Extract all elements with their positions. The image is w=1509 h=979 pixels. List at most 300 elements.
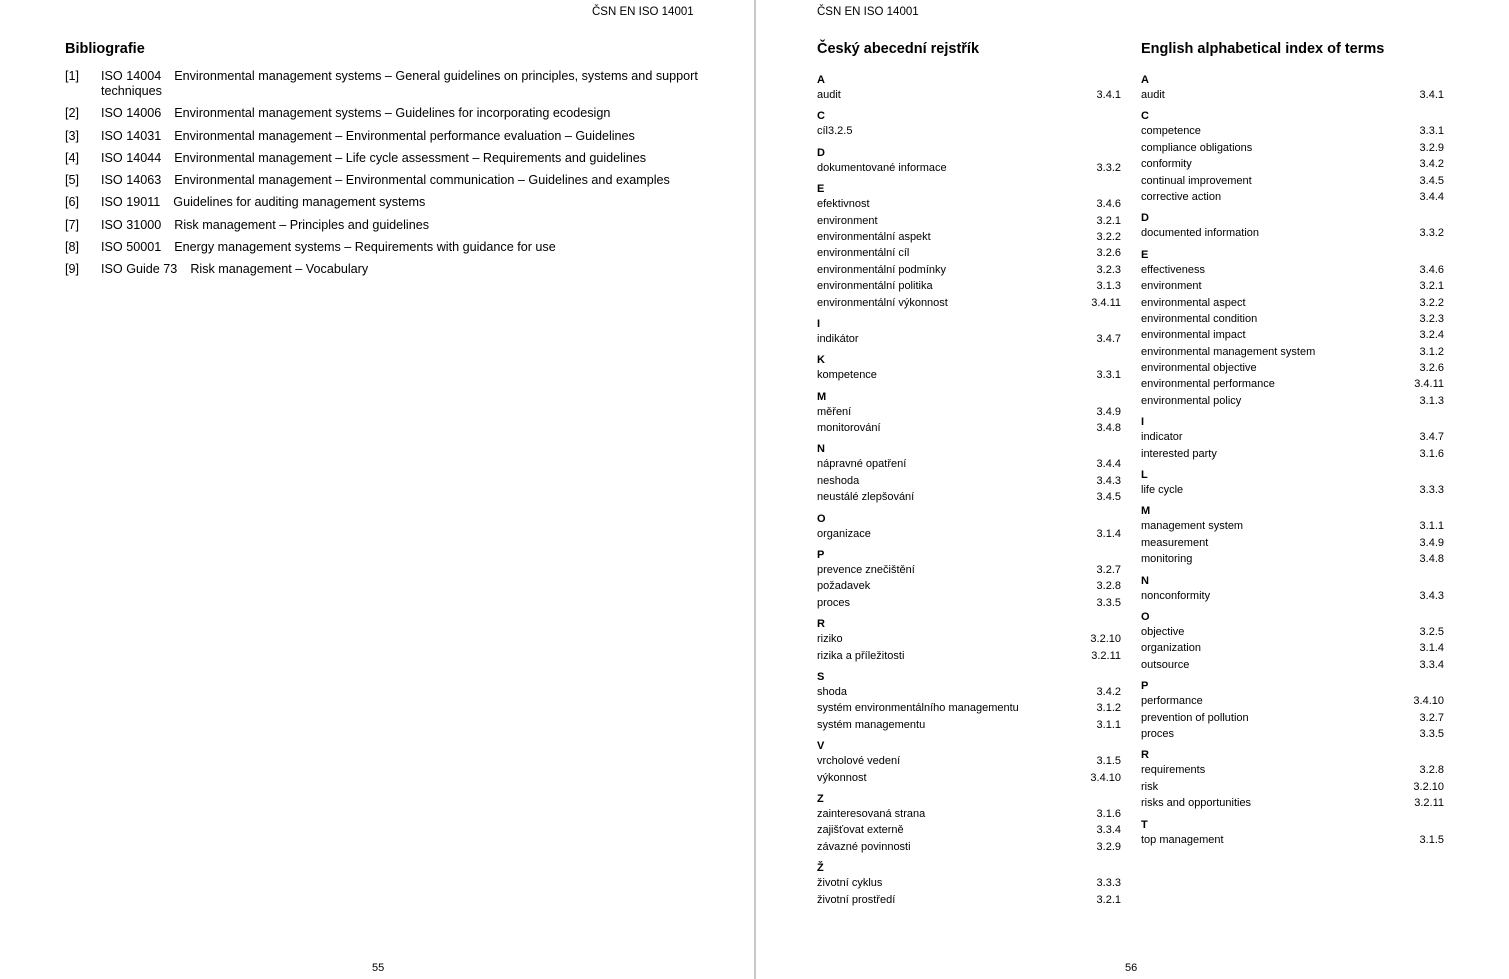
index-group: [1141, 74, 1444, 103]
index-entry: [817, 839, 1121, 855]
index-term: zajišťovat externě: [817, 824, 904, 837]
index-term: požadavek: [817, 580, 871, 593]
index-term: zainteresovaná strana: [817, 807, 926, 820]
index-entry: [1141, 762, 1444, 778]
index-ref: 3.1.1: [1096, 718, 1121, 731]
bibliography-entry: [65, 129, 705, 144]
index-letter: C: [817, 110, 825, 123]
index-ref: 3.3.3: [1096, 877, 1121, 890]
bibliography-entry-text: [101, 173, 705, 188]
index-letter: Z: [817, 792, 824, 805]
index-term: monitorování: [817, 422, 881, 435]
index-term: rizika a příležitosti: [817, 649, 905, 662]
index-letter: D: [817, 146, 825, 159]
index-ref: 3.2.3: [1419, 312, 1444, 325]
index-group: [817, 740, 1121, 786]
index-term: environmentální podmínky: [817, 263, 947, 276]
index-term: environmentální politika: [817, 280, 933, 293]
index-ref: 3.2.5: [1419, 625, 1444, 638]
index-letter: N: [1141, 574, 1149, 587]
index-entry: [1141, 225, 1444, 241]
index-entry: [817, 456, 1121, 472]
index-entry: [817, 875, 1121, 891]
index-entry: [1141, 832, 1444, 848]
bibliography-entry: [65, 195, 705, 210]
index-term: životní cyklus: [817, 877, 883, 890]
index-ref: 3.2.2: [1096, 230, 1121, 243]
czech-index-groups: [817, 74, 1121, 908]
index-term: environmental policy: [1141, 394, 1242, 407]
index-letter: D: [1141, 212, 1149, 225]
index-entry: [1141, 482, 1444, 498]
index-entry: [817, 278, 1121, 294]
index-ref: 3.2.3: [1096, 263, 1121, 276]
index-entry: [1141, 278, 1444, 294]
index-term: management system: [1141, 520, 1244, 533]
index-entry: [1141, 262, 1444, 278]
index-ref: 3.2.7: [1419, 711, 1444, 724]
index-group: [817, 549, 1121, 611]
index-ref: 3.1.3: [1096, 280, 1121, 293]
index-entry: [817, 770, 1121, 786]
bibliography-entry-number: [2]: [65, 106, 80, 121]
bibliography-entry: [65, 106, 705, 121]
index-ref: 3.2.8: [1096, 580, 1121, 593]
index-entry: [817, 262, 1121, 278]
index-term: vrcholové vedení: [817, 755, 901, 768]
index-term: nápravné opatření: [817, 458, 907, 471]
index-entry: [817, 700, 1121, 716]
index-ref: 3.4.11: [1091, 296, 1121, 309]
index-entry: [817, 367, 1121, 383]
bibliography-entry-number: [4]: [65, 150, 80, 165]
index-ref: 3.1.1: [1419, 520, 1444, 533]
index-entry: [817, 717, 1121, 733]
index-term: corrective action: [1141, 190, 1222, 203]
index-term: documented information: [1141, 227, 1260, 240]
index-ref: 3.1.6: [1419, 447, 1444, 460]
index-group: [1141, 680, 1444, 742]
index-term: environmentální výkonnost: [817, 296, 948, 309]
index-ref: 3.2.4: [1419, 329, 1444, 342]
index-letter: M: [817, 390, 827, 403]
index-ref: 3.2.1: [1096, 893, 1121, 906]
index-entry: [817, 595, 1121, 611]
index-letter: A: [1141, 74, 1149, 86]
bibliography-entry-code: ISO 14004: [101, 69, 162, 83]
index-group: [817, 513, 1121, 542]
index-entry: [1141, 189, 1444, 205]
index-term: monitoring: [1141, 553, 1193, 566]
index-ref: 3.4.4: [1419, 190, 1444, 203]
index-group: [1141, 110, 1444, 205]
bibliography-entry-number: [9]: [65, 262, 80, 277]
index-letter: C: [1141, 110, 1149, 123]
bibliography-entry-number: [8]: [65, 240, 80, 255]
index-entry: [1141, 693, 1444, 709]
index-group: [1141, 249, 1444, 410]
index-entry: [817, 562, 1121, 578]
index-term: audit: [817, 89, 841, 101]
running-header: ČSN EN ISO 14001: [817, 6, 919, 18]
index-entry: [1141, 779, 1444, 795]
bibliography-entry-title: Environmental management systems – General guidelines on principles, systems and support techniques: [101, 69, 698, 98]
bibliography-list: [65, 69, 705, 285]
index-entry: [1141, 156, 1444, 172]
bibliography-entry-text: [101, 240, 705, 255]
index-entry: [1141, 710, 1444, 726]
index-ref: 3.4.6: [1419, 263, 1444, 276]
bibliography-entry-title: Risk management – Vocabulary: [190, 262, 369, 277]
bibliography-entry: [65, 69, 705, 99]
index-term: environmentální cíl: [817, 247, 910, 260]
index-ref: 3.1.5: [1096, 755, 1121, 768]
index-group: [817, 391, 1121, 437]
bibliography-entry: [65, 151, 705, 166]
index-ref: 3.1.4: [1096, 527, 1121, 540]
index-term: interested party: [1141, 447, 1217, 460]
index-letter: A: [817, 74, 825, 86]
index-entry: [817, 753, 1121, 769]
index-term: efektivnost: [817, 198, 870, 211]
index-entry: [1141, 588, 1444, 604]
index-term: risk: [1141, 780, 1159, 793]
index-letter: P: [1141, 680, 1149, 693]
index-term: continual improvement: [1141, 174, 1252, 187]
index-term: shoda: [817, 685, 847, 698]
index-entry: [1141, 87, 1444, 103]
index-entry: [1141, 726, 1444, 742]
index-term: dokumentované informace: [817, 161, 947, 174]
index-ref: 3.4.8: [1096, 422, 1121, 435]
english-index-groups: [1141, 74, 1444, 848]
index-ref: 3.4.7: [1096, 332, 1121, 345]
index-term: riziko: [817, 633, 843, 646]
index-term: environmental objective: [1141, 362, 1257, 375]
index-group: [1141, 749, 1444, 811]
index-entry: [817, 806, 1121, 822]
index-term: environment: [817, 214, 878, 227]
index-term: prevence znečištění: [817, 564, 915, 577]
index-group: [817, 862, 1121, 908]
index-entry: [817, 123, 1121, 139]
index-entry: [817, 229, 1121, 245]
index-entry: [1141, 393, 1444, 409]
index-letter: K: [817, 354, 825, 367]
index-letter: S: [817, 670, 825, 683]
index-ref: 3.1.6: [1096, 807, 1121, 820]
index-entry: [817, 87, 1121, 103]
index-term: kompetence: [817, 369, 877, 382]
index-ref: 3.2.2: [1419, 296, 1444, 309]
index-entry: [817, 404, 1121, 420]
bibliography-entry: [65, 173, 705, 188]
index-entry: [817, 631, 1121, 647]
index-term: environmentální aspekt: [817, 230, 931, 243]
index-entry: [1141, 429, 1444, 445]
index-ref: 3.3.4: [1096, 824, 1121, 837]
index-entry: [1141, 344, 1444, 360]
index-group: [817, 183, 1121, 311]
bibliography-entry-title: Environmental management – Environmental communication – Guidelines and examples: [174, 173, 670, 188]
bibliography-entry-number: [6]: [65, 195, 80, 210]
index-group: [1141, 575, 1444, 604]
index-entry: [817, 160, 1121, 176]
index-entry: [1141, 446, 1444, 462]
index-entry: [1141, 173, 1444, 189]
index-ref: 3.3.1: [1419, 125, 1444, 138]
index-entry: [817, 684, 1121, 700]
index-entry: [817, 196, 1121, 212]
index-ref: 3.3.2: [1419, 227, 1444, 240]
index-term: environmental performance: [1141, 378, 1275, 391]
index-group: [817, 618, 1121, 664]
index-ref: 3.1.3: [1419, 394, 1444, 407]
index-letter: O: [817, 512, 826, 525]
index-group: [817, 147, 1121, 176]
index-ref: 3.4.6: [1096, 198, 1121, 211]
bibliography-entry-text: [101, 195, 705, 210]
index-ref: 3.4.8: [1419, 553, 1444, 566]
index-term: environmental management system: [1141, 345, 1316, 358]
index-term: audit: [1141, 89, 1165, 101]
index-term: neshoda: [817, 474, 860, 487]
index-group: [817, 354, 1121, 383]
index-entry: [1141, 535, 1444, 551]
bibliography-entry: [65, 240, 705, 255]
bibliography-entry-number: [1]: [65, 69, 80, 83]
index-ref: 3.4.10: [1090, 771, 1121, 784]
bibliography-entry-title: Guidelines for auditing management systems: [173, 195, 426, 210]
index-term: závazné povinnosti: [817, 840, 911, 853]
index-entry: [1141, 640, 1444, 656]
bibliography-entry-title: Risk management – Principles and guidelines: [174, 217, 430, 232]
index-ref: 3.1.5: [1419, 833, 1444, 846]
english-index-heading: English alphabetical index of terms: [1141, 41, 1385, 57]
index-ref: 3.4.10: [1413, 695, 1444, 708]
index-ref: 3.4.3: [1096, 474, 1121, 487]
index-letter: M: [1141, 505, 1151, 518]
index-term: indikátor: [817, 332, 859, 345]
index-ref: 3.3.4: [1419, 658, 1444, 671]
index-entry: [1141, 624, 1444, 640]
page-left: [0, 0, 754, 979]
index-group: [817, 74, 1121, 103]
bibliography-entry: [65, 218, 705, 233]
index-ref: 3.2.7: [1096, 564, 1121, 577]
bibliography-heading: Bibliografie: [65, 41, 145, 57]
index-term: environment: [1141, 280, 1202, 293]
index-term: organization: [1141, 642, 1201, 655]
index-group: [1141, 611, 1444, 673]
index-ref: 3.4.9: [1419, 536, 1444, 549]
bibliography-entry-code: ISO Guide 73: [101, 262, 178, 277]
index-entry: [817, 822, 1121, 838]
index-term: nonconformity: [1141, 589, 1211, 602]
czech-index: [817, 41, 1121, 908]
page-right: [756, 0, 1509, 979]
index-entry: [817, 420, 1121, 436]
index-entry: [817, 245, 1121, 261]
index-ref: 3.2.6: [1096, 247, 1121, 260]
index-term: competence: [1141, 125, 1201, 138]
bibliography-entry-number: [5]: [65, 173, 80, 188]
bibliography-entry-title: Environmental management – Life cycle assessment – Requirements and guidelines: [174, 150, 647, 165]
index-entry: [817, 213, 1121, 229]
index-term: cíl3.2.5: [817, 125, 853, 138]
index-ref: 3.3.1: [1096, 369, 1121, 382]
index-letter: N: [817, 443, 825, 456]
index-term: environmental impact: [1141, 329, 1246, 342]
index-letter: L: [1141, 469, 1148, 482]
index-ref: 3.1.2: [1419, 345, 1444, 358]
index-letter: R: [1141, 749, 1149, 762]
bibliography-entry-title: Environmental management – Environmental performance evaluation – Guidelines: [174, 128, 635, 143]
index-entry: [817, 295, 1121, 311]
bibliography-entry-number: [7]: [65, 217, 80, 232]
index-term: organizace: [817, 527, 871, 540]
index-entry: [1141, 327, 1444, 343]
index-term: performance: [1141, 695, 1203, 708]
index-ref: 3.2.9: [1419, 141, 1444, 154]
running-header: ČSN EN ISO 14001: [592, 6, 694, 18]
index-term: systém environmentálního managementu: [817, 702, 1019, 715]
bibliography-entry-text: [101, 218, 705, 233]
index-ref: 3.2.10: [1413, 780, 1444, 793]
index-term: environmental condition: [1141, 312, 1258, 325]
page-number: 56: [1125, 962, 1138, 974]
bibliography-entry-code: ISO 14063: [101, 173, 162, 188]
index-ref: 3.2.1: [1419, 280, 1444, 293]
index-ref: 3.2.10: [1090, 633, 1121, 646]
bibliography-entry-title: Energy management systems – Requirements with guidance for use: [174, 240, 556, 255]
index-term: requirements: [1141, 764, 1206, 777]
index-term: effectiveness: [1141, 263, 1206, 276]
index-entry: [817, 578, 1121, 594]
index-ref: 3.4.5: [1419, 174, 1444, 187]
index-ref: 3.2.6: [1419, 362, 1444, 375]
index-ref: 3.2.1: [1096, 214, 1121, 227]
index-term: top management: [1141, 833, 1224, 846]
index-group: [817, 110, 1121, 139]
index-letter: E: [817, 183, 825, 196]
index-term: life cycle: [1141, 484, 1184, 497]
bibliography-entry: [65, 262, 705, 277]
index-entry: [817, 526, 1121, 542]
index-letter: Ž: [817, 862, 824, 875]
index-letter: R: [817, 618, 825, 631]
index-ref: 3.4.1: [1096, 89, 1121, 101]
index-letter: O: [1141, 610, 1150, 623]
index-group: [1141, 416, 1444, 462]
bibliography-entry-code: ISO 50001: [101, 240, 162, 255]
index-entry: [1141, 360, 1444, 376]
index-entry: [1141, 551, 1444, 567]
index-ref: 3.3.5: [1419, 727, 1444, 740]
index-entry: [1141, 376, 1444, 392]
index-letter: I: [817, 317, 821, 330]
index-term: měření: [817, 405, 852, 418]
index-ref: 3.4.4: [1096, 458, 1121, 471]
bibliography-entry-code: ISO 14006: [101, 106, 162, 121]
bibliography-entry-text: [101, 129, 705, 144]
index-ref: 3.2.11: [1414, 797, 1444, 810]
index-term: neustálé zlepšování: [817, 491, 915, 504]
bibliography-entry-number: [3]: [65, 128, 80, 143]
index-entry: [817, 648, 1121, 664]
bibliography-entry-text: [101, 151, 705, 166]
index-group: [1141, 819, 1444, 848]
index-ref: 3.4.9: [1096, 405, 1121, 418]
index-term: environmental aspect: [1141, 296, 1246, 309]
index-term: výkonnost: [817, 771, 867, 784]
index-term: compliance obligations: [1141, 141, 1253, 154]
czech-index-heading: Český abecední rejstřík: [817, 41, 980, 57]
index-term: proces: [1141, 727, 1175, 740]
index-letter: V: [817, 740, 825, 753]
index-ref: 3.2.8: [1419, 764, 1444, 777]
index-entry: [817, 473, 1121, 489]
bibliography-entry-title: Environmental management systems – Guidelines for incorporating ecodesign: [174, 106, 611, 121]
index-term: objective: [1141, 625, 1185, 638]
index-group: [817, 443, 1121, 505]
index-term: prevention of pollution: [1141, 711, 1249, 724]
english-index: [1141, 41, 1444, 848]
bibliography-entry-text: [101, 262, 705, 277]
index-group: [817, 793, 1121, 855]
index-letter: T: [1141, 818, 1148, 831]
index-letter: P: [817, 549, 825, 562]
index-entry: [1141, 518, 1444, 534]
index-entry: [1141, 295, 1444, 311]
bibliography-entry-code: ISO 14031: [101, 128, 162, 143]
bibliography-entry-text: [101, 69, 705, 99]
index-entry: [817, 489, 1121, 505]
index-ref: 3.4.1: [1419, 89, 1444, 101]
index-ref: 3.3.5: [1096, 596, 1121, 609]
index-term: conformity: [1141, 158, 1192, 171]
index-group: [1141, 212, 1444, 241]
index-entry: [817, 892, 1121, 908]
bibliography-entry-code: ISO 31000: [101, 217, 162, 232]
bibliography-entry-code: ISO 14044: [101, 150, 162, 165]
index-ref: 3.1.2: [1096, 702, 1121, 715]
index-ref: 3.4.7: [1419, 431, 1444, 444]
index-term: proces: [817, 596, 851, 609]
index-entry: [1141, 657, 1444, 673]
index-entry: [817, 331, 1121, 347]
index-entry: [1141, 795, 1444, 811]
index-ref: 3.2.11: [1091, 649, 1121, 662]
bibliography-entry-code: ISO 19011: [101, 195, 161, 210]
index-group: [817, 318, 1121, 347]
index-group: [1141, 505, 1444, 567]
index-term: indicator: [1141, 431, 1183, 444]
index-term: životní prostředí: [817, 893, 896, 906]
index-ref: 3.3.3: [1419, 484, 1444, 497]
index-group: [1141, 469, 1444, 498]
index-ref: 3.4.5: [1096, 491, 1121, 504]
index-ref: 3.2.9: [1096, 840, 1121, 853]
index-term: systém managementu: [817, 718, 926, 731]
index-letter: E: [1141, 248, 1149, 261]
page-number: 55: [372, 962, 385, 974]
index-term: outsource: [1141, 658, 1190, 671]
index-ref: 3.4.2: [1419, 158, 1444, 171]
index-ref: 3.3.2: [1096, 161, 1121, 174]
index-group: [817, 671, 1121, 733]
index-ref: 3.4.2: [1096, 685, 1121, 698]
